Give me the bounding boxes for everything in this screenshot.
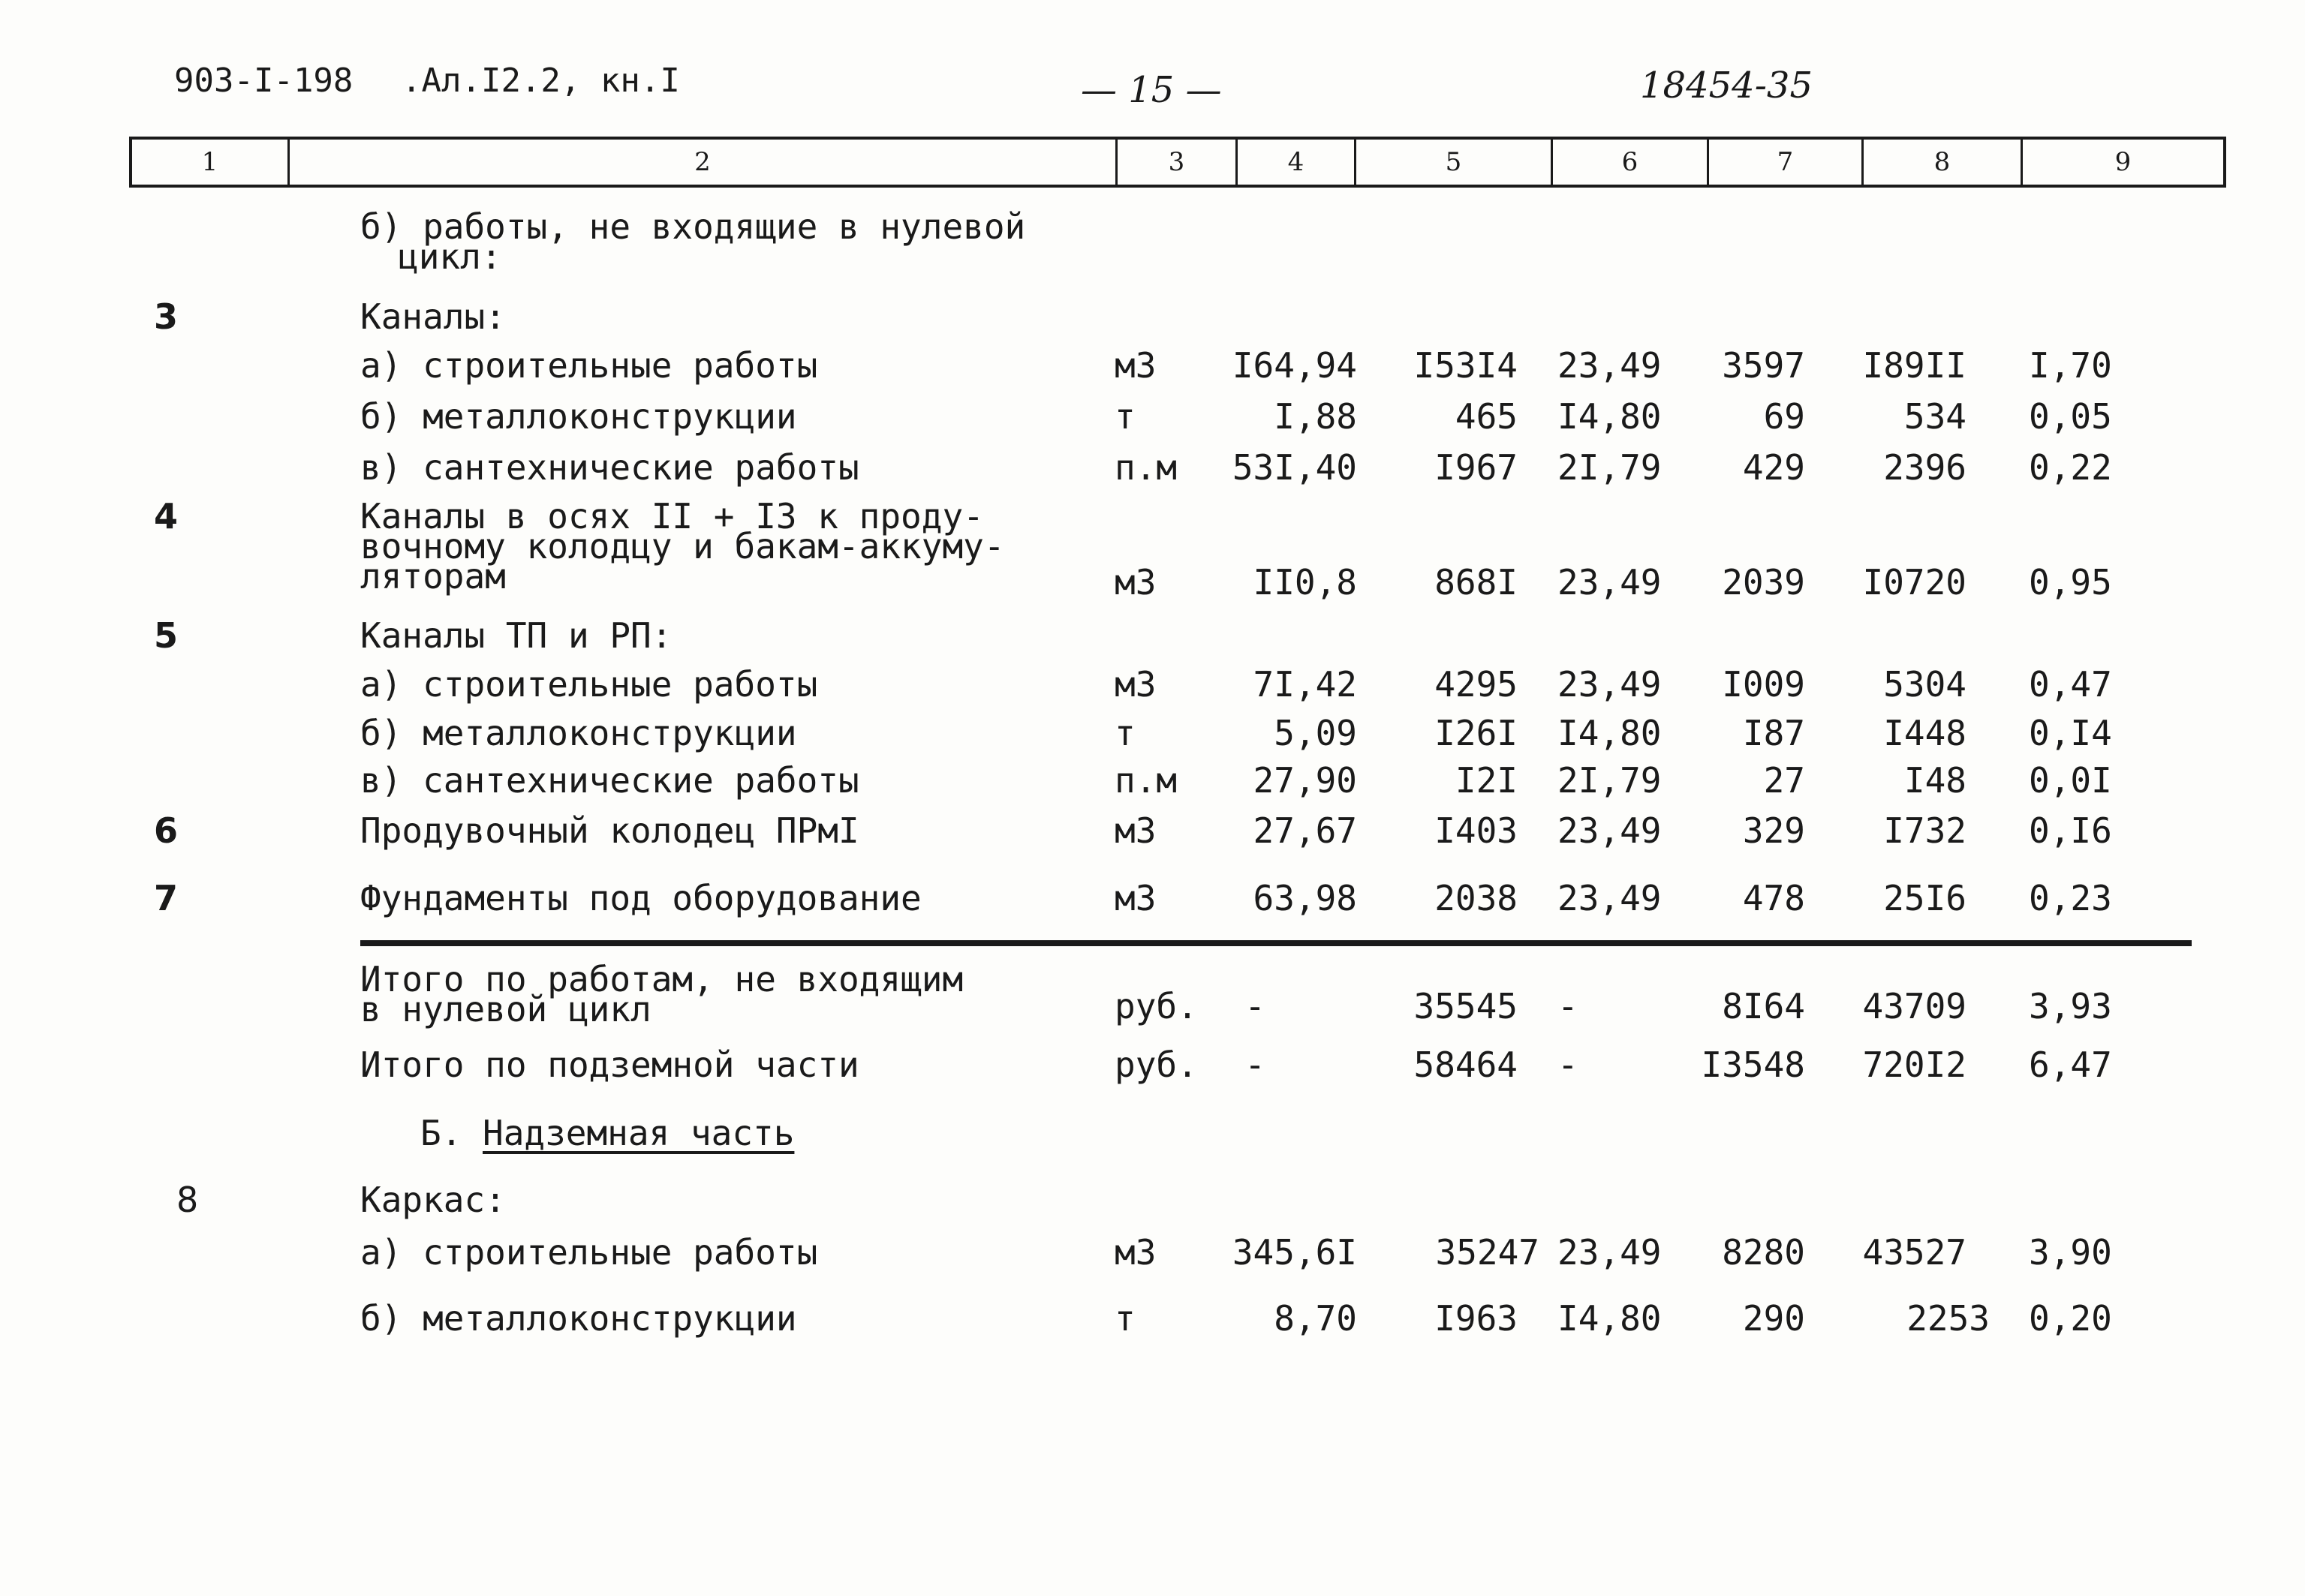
- row-coefficient: -: [1557, 986, 1578, 1026]
- row-percent: 3,93: [2029, 986, 2112, 1026]
- row-quantity: -: [1244, 986, 1265, 1026]
- row-quantity: 5,09: [1274, 713, 1357, 753]
- section-divider: [360, 940, 2192, 946]
- row-quantity: -: [1244, 1044, 1265, 1085]
- table-row: [0, 1180, 2305, 1225]
- row-percent: 0,47: [2029, 664, 2112, 705]
- row-total: 720I2: [1862, 1044, 1966, 1085]
- row-percent: 6,47: [2029, 1044, 2112, 1085]
- document-code: 903-I-198: [174, 62, 354, 100]
- column-header-4: 4: [1238, 140, 1356, 185]
- row-cost: 35247: [1435, 1232, 1539, 1273]
- column-header-row: [129, 137, 2226, 188]
- row-cost: 465: [1455, 396, 1518, 437]
- row-description: Каналы в осях II + I3 к проду-: [360, 496, 984, 537]
- row-coefficient: I4,80: [1557, 713, 1662, 753]
- row-coefficient: 2I,79: [1557, 760, 1662, 801]
- row-description: Итого по подземной части: [360, 1044, 859, 1085]
- row-coefficient: 23,49: [1557, 664, 1662, 705]
- column-header-2: 2: [290, 140, 1118, 185]
- row-description: в) сантехнические работы: [360, 447, 859, 488]
- table-row: [0, 1044, 2305, 1090]
- row-cost: 2038: [1434, 878, 1518, 918]
- row-unit: т: [1115, 713, 1136, 753]
- table-row: [0, 396, 2305, 441]
- row-percent: 3,90: [2029, 1232, 2112, 1273]
- row-coefficient: 2I,79: [1557, 447, 1662, 488]
- row-cost: I403: [1434, 810, 1518, 851]
- row-number: 8: [176, 1180, 199, 1220]
- row-unit: п.м: [1115, 447, 1178, 488]
- row-quantity: 27,67: [1253, 810, 1357, 851]
- row-col7: I009: [1722, 664, 1805, 705]
- row-description: б) металлоконструкции: [360, 713, 797, 753]
- row-description: Продувочный колодец ПРмI: [360, 810, 859, 851]
- section-heading-row: [0, 1113, 2305, 1158]
- page-number: — 15 —: [1081, 69, 1222, 111]
- row-percent: 0,0I: [2029, 760, 2112, 801]
- row-description: в нулевой цикл: [360, 989, 651, 1029]
- row-description: а) строительные работы: [360, 664, 818, 705]
- row-col7: 478: [1742, 878, 1805, 918]
- row-col7: I87: [1742, 713, 1805, 753]
- section-letter: Б.: [420, 1113, 462, 1153]
- row-description: б) металлоконструкции: [360, 1298, 797, 1339]
- row-total: I0720: [1862, 562, 1966, 603]
- row-total: 5304: [1883, 664, 1966, 705]
- column-header-9: 9: [2114, 147, 2132, 177]
- row-quantity: I64,94: [1232, 345, 1357, 386]
- row-cost: I967: [1434, 447, 1518, 488]
- table-row: [0, 1298, 2305, 1343]
- row-percent: 0,05: [2029, 396, 2112, 437]
- table-row-continuation: [0, 236, 2305, 287]
- row-total: 25I6: [1883, 878, 1966, 918]
- row-percent: 0,22: [2029, 447, 2112, 488]
- table-row: [0, 345, 2305, 390]
- table-row-continuation: [0, 986, 2305, 1039]
- row-unit: м3: [1115, 664, 1157, 705]
- row-cost: 868I: [1434, 562, 1518, 603]
- table-row: [0, 615, 2305, 660]
- row-percent: 0,I6: [2029, 810, 2112, 851]
- row-description: а) строительные работы: [360, 1232, 818, 1273]
- table-row: [0, 447, 2305, 492]
- row-col7: 69: [1763, 396, 1805, 437]
- table-row: [0, 810, 2305, 855]
- row-col7: 8I64: [1722, 986, 1805, 1026]
- row-quantity: 53I,40: [1232, 447, 1357, 488]
- row-coefficient: 23,49: [1557, 810, 1662, 851]
- row-unit: м3: [1115, 562, 1157, 603]
- row-coefficient: I4,80: [1557, 396, 1662, 437]
- row-col7: 8280: [1722, 1232, 1805, 1273]
- row-total: I48: [1903, 760, 1966, 801]
- row-number: 3: [154, 296, 179, 337]
- row-number: 4: [154, 496, 179, 537]
- table-row: [0, 878, 2305, 923]
- row-percent: 0,23: [2029, 878, 2112, 918]
- row-unit: т: [1115, 1298, 1136, 1339]
- row-total: 2253: [1906, 1298, 1990, 1339]
- row-cost: I26I: [1434, 713, 1518, 753]
- row-cost: I53I4: [1413, 345, 1518, 386]
- row-description: цикл:: [398, 236, 502, 277]
- row-description: б) работы, не входящие в нулевой: [360, 206, 1026, 247]
- table-row-continuation: [0, 556, 2305, 606]
- row-cost: I963: [1434, 1298, 1518, 1339]
- table-row: [0, 713, 2305, 758]
- row-total: 534: [1903, 396, 1966, 437]
- row-col7: 429: [1742, 447, 1805, 488]
- column-header-7: 7: [1709, 140, 1864, 185]
- row-total: I732: [1883, 810, 1966, 851]
- row-cost: 4295: [1434, 664, 1518, 705]
- row-total: I448: [1883, 713, 1966, 753]
- row-coefficient: 23,49: [1557, 878, 1662, 918]
- row-col7: I3548: [1701, 1044, 1805, 1085]
- row-unit: м3: [1115, 345, 1157, 386]
- table-row: [0, 760, 2305, 805]
- column-header-1: 1: [132, 140, 290, 185]
- row-col7: 2039: [1722, 562, 1805, 603]
- row-unit: руб.: [1115, 1044, 1198, 1085]
- row-description: Итого по работам, не входящим: [360, 959, 964, 999]
- row-coefficient: 23,49: [1557, 1232, 1662, 1273]
- row-unit: м3: [1115, 1232, 1157, 1273]
- row-quantity: II0,8: [1253, 562, 1357, 603]
- row-unit: руб.: [1115, 986, 1198, 1026]
- inventory-number: 18454-35: [1640, 65, 1813, 107]
- row-col7: 329: [1742, 810, 1805, 851]
- row-percent: 0,95: [2029, 562, 2112, 603]
- row-quantity: 345,6I: [1232, 1232, 1357, 1273]
- row-percent: I,70: [2029, 345, 2112, 386]
- row-quantity: 63,98: [1253, 878, 1357, 918]
- column-header-3: 3: [1118, 140, 1238, 185]
- row-col7: 3597: [1722, 345, 1805, 386]
- section-heading: Надземная часть: [483, 1113, 795, 1153]
- row-cost: 58464: [1413, 1044, 1518, 1085]
- row-description: б) металлоконструкции: [360, 396, 797, 437]
- row-col7: 290: [1742, 1298, 1805, 1339]
- row-quantity: 8,70: [1274, 1298, 1357, 1339]
- row-percent: 0,20: [2029, 1298, 2112, 1339]
- row-total: 2396: [1883, 447, 1966, 488]
- row-description: Каналы ТП и РП:: [360, 615, 673, 656]
- row-total: I89II: [1862, 345, 1966, 386]
- row-total: 43709: [1862, 986, 1966, 1026]
- row-coefficient: I4,80: [1557, 1298, 1662, 1339]
- row-unit: м3: [1115, 810, 1157, 851]
- row-col7: 27: [1763, 760, 1805, 801]
- column-header-8: 8: [1864, 140, 2023, 185]
- row-number: 6: [154, 810, 179, 851]
- row-total: 43527: [1862, 1232, 1966, 1273]
- row-quantity: 7I,42: [1253, 664, 1357, 705]
- row-quantity: I,88: [1274, 396, 1357, 437]
- row-description: Каркас:: [360, 1180, 506, 1220]
- row-coefficient: -: [1557, 1044, 1578, 1085]
- row-unit: п.м: [1115, 760, 1178, 801]
- album-reference: .Ал.I2.2, кн.I: [402, 62, 680, 100]
- row-description: а) строительные работы: [360, 345, 818, 386]
- row-description: Фундаменты под оборудование: [360, 878, 922, 918]
- row-unit: м3: [1115, 878, 1157, 918]
- row-description: в) сантехнические работы: [360, 760, 859, 801]
- row-unit: т: [1115, 396, 1136, 437]
- row-number: 5: [154, 615, 179, 656]
- row-percent: 0,I4: [2029, 713, 2112, 753]
- table-row: [0, 296, 2305, 341]
- table-row: [0, 1232, 2305, 1277]
- row-coefficient: 23,49: [1557, 562, 1662, 603]
- row-number: 7: [154, 878, 179, 918]
- row-coefficient: 23,49: [1557, 345, 1662, 386]
- row-cost: I2I: [1455, 760, 1518, 801]
- table-row: [0, 664, 2305, 709]
- column-header-6: 6: [1553, 140, 1709, 185]
- column-header-5: 5: [1356, 140, 1553, 185]
- row-description: вочному колодцу и бакам-аккуму-: [360, 526, 1005, 567]
- row-description: Каналы:: [360, 296, 506, 337]
- row-cost: 35545: [1413, 986, 1518, 1026]
- row-description: ляторам: [360, 556, 506, 597]
- row-quantity: 27,90: [1253, 760, 1357, 801]
